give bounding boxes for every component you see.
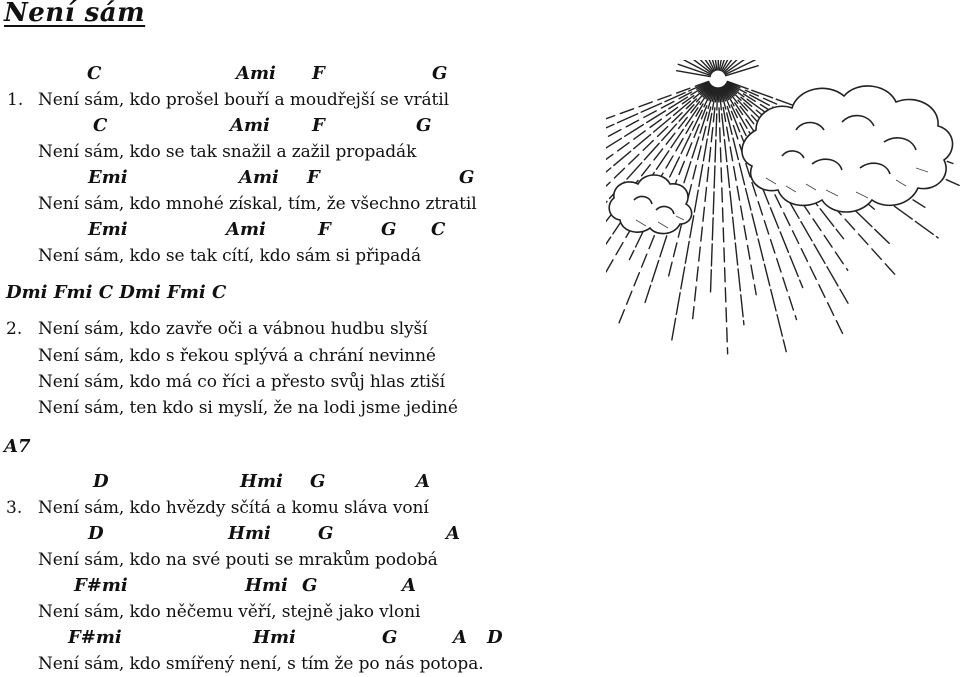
chord: G xyxy=(432,63,448,84)
lyric-line: Není sám, ten kdo si myslí, že na lodi jsme jediné xyxy=(38,398,458,418)
sun-ray xyxy=(726,66,759,76)
chord: D xyxy=(88,523,104,544)
lyric-line: Není sám, kdo se tak snažil a zažil propadák xyxy=(38,142,417,162)
lyric-line: Není sám, kdo má co říci a přesto svůj hlas ztiší xyxy=(38,372,445,392)
chord: F xyxy=(312,115,325,136)
verse-number: 2. xyxy=(6,319,23,339)
lyric-line: Není sám, kdo se tak cítí, kdo sám si připadá xyxy=(38,246,421,266)
chord: Emi xyxy=(88,219,128,240)
chord: G xyxy=(416,115,432,136)
chord: Ami xyxy=(226,219,266,240)
chord: Hmi xyxy=(253,627,296,648)
chord: F#mi xyxy=(68,627,122,648)
lyric-line: Není sám, kdo mnohé získal, tím, že všechno ztratil xyxy=(38,194,477,214)
chord: A xyxy=(446,523,460,544)
sun-clouds-rain-icon xyxy=(606,60,960,410)
chord: G xyxy=(459,167,475,188)
chord: Ami xyxy=(236,63,276,84)
lyric-line: Není sám, kdo zavře oči a vábnou hudbu slyší xyxy=(38,319,428,339)
chord: F xyxy=(318,219,331,240)
chord: G xyxy=(302,575,318,596)
chord: G xyxy=(381,219,397,240)
chord: A xyxy=(453,627,467,648)
chord: C xyxy=(87,63,102,84)
chord: G xyxy=(382,627,398,648)
chord: F#mi xyxy=(74,575,128,596)
chord: F xyxy=(307,167,320,188)
lyric-line: Není sám, kdo hvězdy sčítá a komu sláva voní xyxy=(38,498,429,518)
sun-ray xyxy=(718,60,719,70)
chord: A xyxy=(416,471,430,492)
bridge-chord: A7 xyxy=(4,436,31,457)
chord: Hmi xyxy=(245,575,288,596)
song-title: Není sám xyxy=(4,0,146,28)
lyric-line: Není sám, kdo prošel bouří a moudřejší se vrátil xyxy=(38,90,449,110)
chord: Hmi xyxy=(228,523,271,544)
lyric-line: Není sám, kdo něčemu věří, stejně jako vloni xyxy=(38,602,421,622)
lyric-line: Není sám, kdo s řekou splývá a chrání nevinné xyxy=(38,346,436,366)
chord: F xyxy=(312,63,325,84)
chord: D xyxy=(487,627,503,648)
verse-number: 3. xyxy=(6,498,23,518)
chord: Emi xyxy=(88,167,128,188)
chord: Ami xyxy=(230,115,270,136)
chord: C xyxy=(93,115,108,136)
illustration-svg xyxy=(606,60,960,410)
verse-number: 1. xyxy=(7,90,24,110)
chord: G xyxy=(318,523,334,544)
chord: D xyxy=(93,471,109,492)
lyric-line: Není sám, kdo smířený není, s tím že po nás potopa. xyxy=(38,654,484,674)
lyric-line: Není sám, kdo na své pouti se mrakům podobá xyxy=(38,550,438,570)
chord: G xyxy=(310,471,326,492)
chord: Hmi xyxy=(240,471,283,492)
chord: Ami xyxy=(239,167,279,188)
chord: C xyxy=(431,219,446,240)
interlude-chords: Dmi Fmi C Dmi Fmi C xyxy=(6,282,227,303)
chord: A xyxy=(402,575,416,596)
